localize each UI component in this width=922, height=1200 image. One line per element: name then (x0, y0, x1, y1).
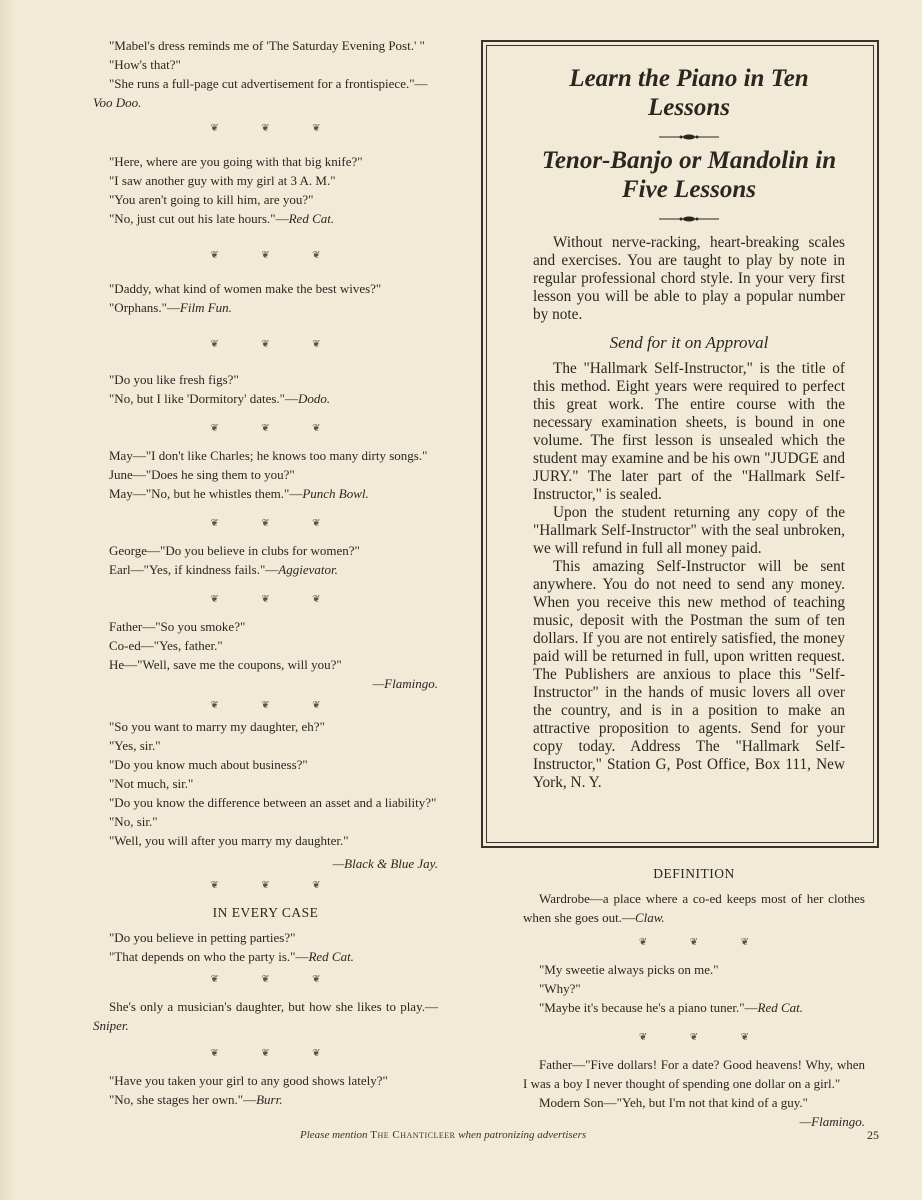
joke (523, 960, 865, 1017)
joke-line: "Yes, sir." (109, 738, 161, 753)
joke (93, 1071, 438, 1109)
joke (93, 36, 438, 112)
joke-line: He—"Well, save me the coupons, will you?" (109, 657, 342, 672)
joke-line: Wardrobe—a place where a co-ed keeps most of her clothes when she goes out.—Claw. (523, 891, 865, 925)
ad-paragraph: The "Hallmark Self-Instructor," is the title of this method. Eight years were required to perfect this great work. The entire course with the necessary examination sheets, is bound in one volume. The first lesson is unsealed which the student may examine and be his own "JUDGE and JURY." The later part of the "Hallmark Self-Instructor," is sealed. (533, 360, 845, 503)
ad-paragraph: This amazing Self-Instructor will be sent anywhere. You do not need to send any money. When you receive this new method of teaching music, deposit with the Postman the sum of ten dollars. If you are not entirely satisfied, the money paid will be returned in full, upon written request. The Publishers are anxious to place this "Self-Instructor" in the hands of music lovers all over the country, and is in a position to make an attractive proposition to agents. Send for your copy today. Address The "Hallmark Self-Instructor," Station G, Post Office, Box 111, New York, N. Y. (533, 558, 845, 791)
joke-line: She's only a musician's daughter, but how she likes to play.—Sniper. (93, 999, 438, 1033)
section-divider: ❦ ❦ ❦ (210, 594, 341, 605)
joke-line: "How's that?" (109, 57, 181, 72)
joke (93, 370, 438, 408)
joke (93, 928, 438, 966)
joke-line: "Daddy, what kind of women make the best wives?" (109, 281, 382, 296)
joke-line: "Do you know much about business?" (109, 757, 308, 772)
ornament-rule (533, 210, 845, 220)
joke-line: "Why?" (539, 981, 581, 996)
joke-line: "I saw another guy with my girl at 3 A. M." (109, 173, 336, 188)
joke-line: "Well, you will after you marry my daughter." (109, 833, 349, 848)
joke-source: Claw. (634, 910, 665, 925)
left-column (93, 36, 438, 1109)
ad-title-secondary: Tenor-Banjo or Mandolin in Five Lessons (541, 147, 837, 203)
section-divider: ❦ ❦ ❦ (210, 1048, 341, 1059)
joke-line: "Not much, sir." (109, 776, 194, 791)
joke-line: Father—"Five dollars! For a date? Good heavens! Why, when I was a boy I never thought of spending one dollar on a girl." (523, 1057, 865, 1091)
page-footer (300, 1129, 880, 1141)
joke (93, 617, 438, 693)
joke-source: Voo Doo. (93, 95, 142, 110)
ad-paragraph: Upon the student returning any copy of the "Hallmark Self-Instructor" with the seal unbroken, we will refund in full all money paid. (533, 504, 845, 557)
joke-line: "Do you like fresh figs?" (109, 372, 239, 387)
joke-line: "Do you know the difference between an asset and a liability?" (109, 795, 437, 810)
joke-source: Red Cat. (288, 211, 335, 226)
joke-line: June—"Does he sing them to you?" (109, 467, 295, 482)
joke (523, 889, 865, 927)
joke-line: Modern Son—"Yeh, but I'm not that kind of a guy." (539, 1095, 808, 1110)
joke-line: "Maybe it's because he's a piano tuner."—Red Cat. (539, 1000, 804, 1015)
joke-line: "No, sir." (109, 814, 158, 829)
section-divider: ❦ ❦ ❦ (210, 880, 341, 891)
joke-line: "Orphans."—Film Fun. (109, 300, 232, 315)
joke-line: Earl—"Yes, if kindness fails."—Aggievator. (109, 562, 338, 577)
joke-line: "No, she stages her own."—Burr. (109, 1092, 283, 1107)
joke-line: "Mabel's dress reminds me of 'The Saturday Evening Post.' " (109, 38, 425, 53)
joke-line: "Do you believe in petting parties?" (109, 930, 296, 945)
page-number: 25 (867, 1128, 879, 1142)
section-divider: ❦ ❦ ❦ (210, 700, 341, 711)
joke-line: "You aren't going to kill him, are you?" (109, 192, 314, 207)
joke-source: Red Cat. (308, 949, 354, 964)
magazine-name: The Chanticleer (370, 1129, 456, 1141)
section-divider: ❦ ❦ ❦ (638, 937, 770, 948)
joke-line: Father—"So you smoke?" (109, 619, 246, 634)
ad-paragraph: Without nerve-racking, heart-breaking scales and exercises. You are taught to play by note in regular professional chord style. In your very first lesson you will be able to play a popular number by note. (533, 234, 845, 323)
advertisement-box (481, 40, 879, 848)
section-heading: IN EVERY CASE (212, 905, 319, 920)
joke-source: Dodo. (297, 391, 331, 406)
joke-source: Sniper. (93, 1018, 129, 1033)
joke-line: May—"I don't like Charles; he knows too many dirty songs." (109, 448, 428, 463)
joke (93, 541, 438, 579)
section-divider: ❦ ❦ ❦ (210, 250, 341, 261)
joke-line: May—"No, but he whistles them."—Punch Bowl. (109, 486, 369, 501)
joke-line: "Have you taken your girl to any good shows lately?" (109, 1073, 388, 1088)
section-divider: ❦ ❦ ❦ (210, 123, 341, 134)
ad-body (533, 234, 845, 792)
joke (523, 1055, 865, 1131)
section-divider: ❦ ❦ ❦ (210, 974, 341, 985)
ad-title: Learn the Piano in Ten Lessons (569, 65, 809, 121)
section-divider: ❦ ❦ ❦ (638, 1032, 770, 1043)
joke-source: Red Cat. (757, 1000, 804, 1015)
joke-line: "No, just cut out his late hours."—Red Cat. (109, 211, 335, 226)
joke-line: Co-ed—"Yes, father." (109, 638, 223, 653)
joke-line: "Here, where are you going with that big knife?" (109, 154, 363, 169)
joke (93, 446, 438, 503)
ornament-rule (533, 128, 845, 138)
joke-source: Film Fun. (179, 300, 232, 315)
footer-text: when patronizing advertisers (455, 1129, 587, 1141)
footer-text: Please mention (300, 1129, 371, 1141)
joke (93, 717, 438, 873)
section-divider: ❦ ❦ ❦ (210, 518, 341, 529)
section-heading: DEFINITION (653, 866, 735, 881)
joke-line: "She runs a full-page cut advertisement for a frontispiece."—Voo Doo. (93, 76, 428, 110)
page-edge (0, 0, 14, 1200)
joke (93, 997, 438, 1035)
advertisement-content (533, 64, 845, 792)
section-divider: ❦ ❦ ❦ (210, 339, 341, 350)
joke-line: "No, but I like 'Dormitory' dates."—Dodo. (109, 391, 331, 406)
joke (93, 152, 438, 228)
joke-line: "That depends on who the party is."—Red Cat. (109, 949, 354, 964)
joke-source: —Flamingo. (799, 1114, 865, 1129)
joke-source: Burr. (256, 1092, 283, 1107)
joke-source: —Black & Blue Jay. (332, 856, 438, 871)
joke-line: "So you want to marry my daughter, eh?" (109, 719, 325, 734)
joke-source: Punch Bowl. (302, 486, 369, 501)
joke-source: —Flamingo. (372, 676, 438, 691)
joke-line: George—"Do you believe in clubs for women?" (109, 543, 360, 558)
joke-line: "My sweetie always picks on me." (539, 962, 719, 977)
joke-source: Aggievator. (278, 562, 338, 577)
ad-subheading: Send for it on Approval (609, 333, 769, 352)
right-column (523, 864, 865, 1131)
joke (93, 279, 438, 317)
section-divider: ❦ ❦ ❦ (210, 423, 341, 434)
